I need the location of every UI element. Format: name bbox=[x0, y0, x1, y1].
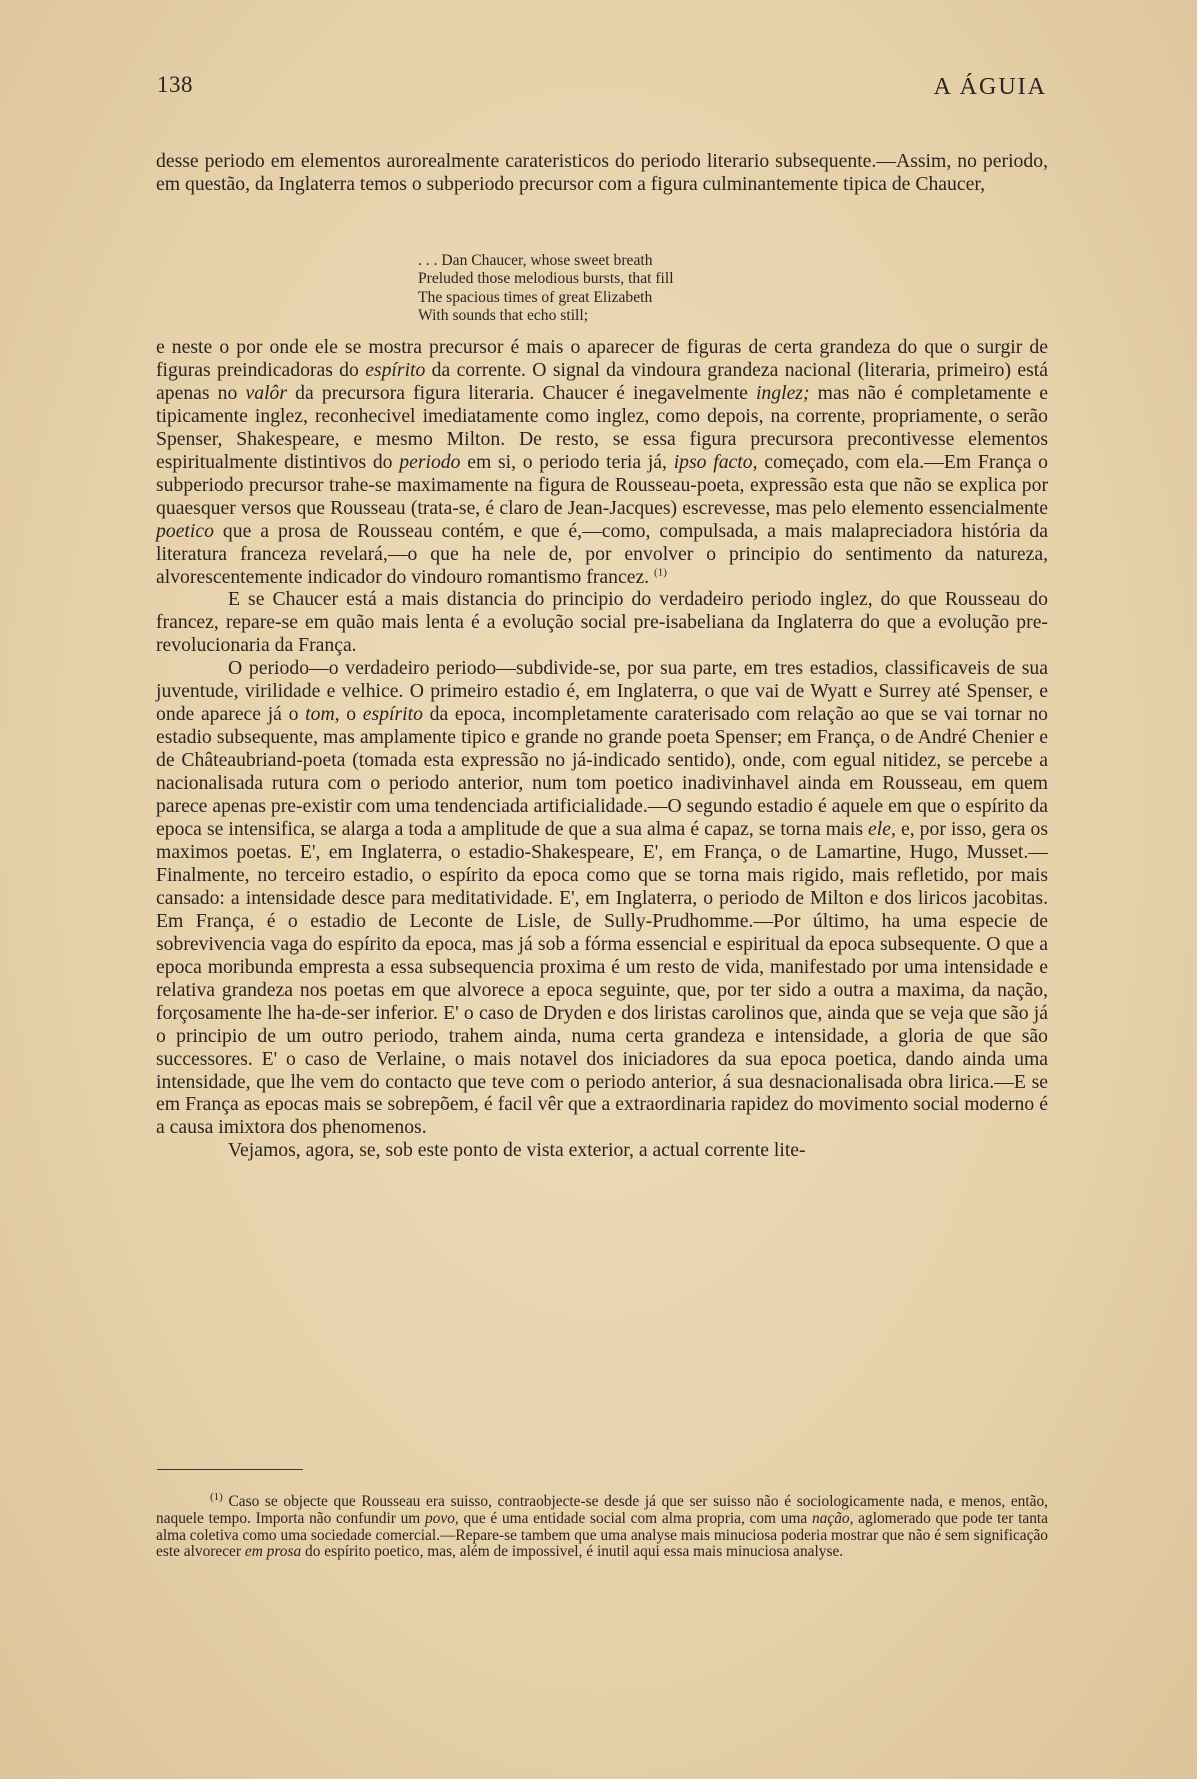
footnote-text bbox=[156, 1490, 1049, 1561]
italic-text: espírito bbox=[362, 703, 423, 726]
page-header bbox=[157, 72, 1047, 108]
footnote-divider bbox=[157, 1469, 303, 1470]
verse-quotation bbox=[418, 252, 838, 326]
verse-line: The spacious times of great Elizabeth bbox=[418, 288, 653, 306]
footnote-reference: (1) bbox=[654, 565, 667, 578]
text-run: O periodo—o verdadeiro periodo—subdivide-se, por sua parte, em tres estadios, classificaveis de sua juventude, virilidade e velhice. O primeiro estadio é, em Inglaterra, o que vai de Wyatt e Surrey até Spenser, e onde aparece já o bbox=[156, 657, 1048, 726]
verse-line: Preluded those melodious bursts, that fill bbox=[418, 270, 674, 288]
text-run: o bbox=[339, 703, 363, 726]
paragraph bbox=[156, 336, 1048, 588]
text-run: E se Chaucer está a mais distancia do principio do verdadeiro periodo inglez, do que Rousseau do francez, repare-se em quão mais lenta é a evolução social pre-isabeliana da Inglaterra do que a evolução pre-revolucionaria da França. bbox=[156, 588, 1048, 657]
verse-line: With sounds that echo still; bbox=[418, 307, 589, 325]
text-run: mas não é completamente e tipicamente inglez, reconhecivel imediatamente como inglez, como depois, na corrente, propriamente, o serão Spenser, Shakespeare, e mesmo Milton. De resto, se essa figura precursora precontivesse elementos espiritualmente distintivos do bbox=[156, 381, 1048, 473]
italic-text: poetico bbox=[156, 519, 214, 542]
italic-text: ipso facto, bbox=[673, 450, 758, 473]
italic-text: periodo bbox=[399, 450, 461, 473]
text-run: desse periodo em elementos aurorealmente carateristicos do periodo literario subsequente.—Assim, no periodo, em questão, da Inglaterra temos o subperiodo precursor com a figura culminantemente tipica de Chaucer, bbox=[156, 150, 1048, 195]
text-run: que é uma entidade social com alma propria, com uma bbox=[458, 1509, 812, 1527]
text-run: do espírito poetico, mas, além de impossivel, é inutil aqui essa mais minuciosa analyse. bbox=[301, 1543, 844, 1561]
paragraph bbox=[156, 588, 1048, 657]
text-run: aglomerado que pode ter tanta alma coletiva como uma sociedade comercial.—Repare-se tambem que uma analyse mais minuciosa poderia mostrar que não é sem significação este alvorecer bbox=[156, 1509, 1049, 1561]
footnote-reference: (1) bbox=[210, 1490, 223, 1503]
italic-text: ele, bbox=[868, 818, 896, 841]
verse-line: . . . Dan Chaucer, whose sweet breath bbox=[418, 252, 653, 269]
text-run: em si, o periodo teria já, bbox=[460, 450, 674, 473]
paragraph bbox=[156, 150, 1048, 196]
italic-text: inglez; bbox=[755, 381, 810, 404]
text-run: Caso se objecte que Rousseau era suisso, contraobjecte-se desde já que ser suisso não é sociologicamente nada, e menos, então, naquele tempo. Importa não confundir um bbox=[156, 1493, 1048, 1527]
footnote bbox=[156, 1490, 1049, 1561]
text-run: e, por isso, gera os maximos poetas. E', em Inglaterra, o estadio-Shakespeare, E', em França, o de Lamartine, Hugo, Musset.—Finalmente, no terceiro estadio, o espírito da epoca como que se torna mais rigido, mais refletido, por mais cansado: a intensidade desce para meditatividade. E', em Inglaterra, o periodo de Milton e dos liricos jacobitas. Em França, é o estadio de Leconte de Lisle, de Sully-Prudhomme.—Por último, ha uma especie de sobrevivencia vaga do espírito da epoca, mas já sob a fórma essencial e espiritual da epoca subsequente. O que a epoca moribunda empresta a essa subsequencia proxima é um resto de vida, manifestado por uma intensidade e relativa grandeza nos poetas em que alvorece a epoca seguinte, que, por ter sido a outra a maxima, da nação, forçosamente lhe ha-de-ser inferior. E' o caso de Dryden e dos liristas carolinos que, ainda que se veja que são já o principio de um outro periodo, trahem ainda, numa certa grandeza e intensidade, a gloria de que são successores. E' o caso de Verlaine, o mais notavel dos iniciadores da sua epoca poetica, dando ainda uma intensidade, que lhe vem do contacto que teve com o periodo anterior, á sua desnacionalisada obra lirica.—E se em França as epocas mais se sobrepõem, é facil vêr que a extraordinaria rapidez do movimento social moderno é a causa imixtora dos phenomenos. bbox=[156, 818, 1048, 1139]
italic-text: valôr bbox=[245, 381, 288, 404]
italic-text: espírito bbox=[365, 358, 426, 381]
page-number: 138 bbox=[157, 72, 193, 97]
text-run: começado, com ela.—Em França o subperiodo precursor trahe-se maximamente na figura de Rousseau-poeta, expressão esta que não se explica por quaesquer versos que Rousseau (trata-se, é claro de Jean-Jacques) escrevesse, mas pelo elemento essencialmente bbox=[156, 450, 1048, 519]
italic-text: nação, bbox=[811, 1509, 854, 1527]
italic-text: tom, bbox=[305, 703, 340, 726]
italic-text: povo, bbox=[424, 1509, 459, 1527]
text-run: Vejamos, agora, se, sob este ponto de vista exterior, a actual corrente lite- bbox=[228, 1139, 806, 1162]
text-run: da corrente. O signal da vindoura grandeza nacional (literaria, primeiro) está apenas no bbox=[156, 358, 1048, 404]
running-title: A ÁGUIA bbox=[933, 74, 1047, 100]
text-run: da precursora figura literaria. Chaucer é inegavelmente bbox=[287, 381, 756, 404]
text-run: e neste o por onde ele se mostra precursor é mais o aparecer de figuras de certa grandeza do que o surgir de figuras preindicadoras do bbox=[156, 336, 1048, 381]
main-text bbox=[156, 336, 1048, 1162]
text-run: que a prosa de Rousseau contém, e que é,—como, compulsada, a mais malapreciadora história da literatura franceza revelará,—o que ha nele de, por envolver o principio do sentimento da natureza, alvorescentemente indicador do vindouro romantismo francez. bbox=[156, 519, 1048, 588]
paragraph bbox=[156, 657, 1048, 1139]
paragraph bbox=[156, 1139, 1048, 1162]
text-run: da epoca, incompletamente caraterisado com relação ao que se vai tornar no estadio subsequente, mas amplamente tipico e grande no grande poeta Spenser; em França, o de André Chenier e de Châteaubriand-poeta (tomada esta expressão no já-indicado sentido), onde, com egual nitidez, se percebe a nacionalisada rutura com o periodo anterior, num tom poetico inadivinhavel ainda em Rousseau, em quem parece apenas pre-existir com uma tendenciada artificialidade.—O segundo estadio é aquele em que o espírito da epoca se intensifica, se alarga a toda a amplitude de que a sua alma é capaz, se torna mais bbox=[156, 703, 1049, 841]
italic-text: em prosa bbox=[244, 1543, 302, 1561]
opening-paragraph bbox=[156, 150, 1048, 196]
